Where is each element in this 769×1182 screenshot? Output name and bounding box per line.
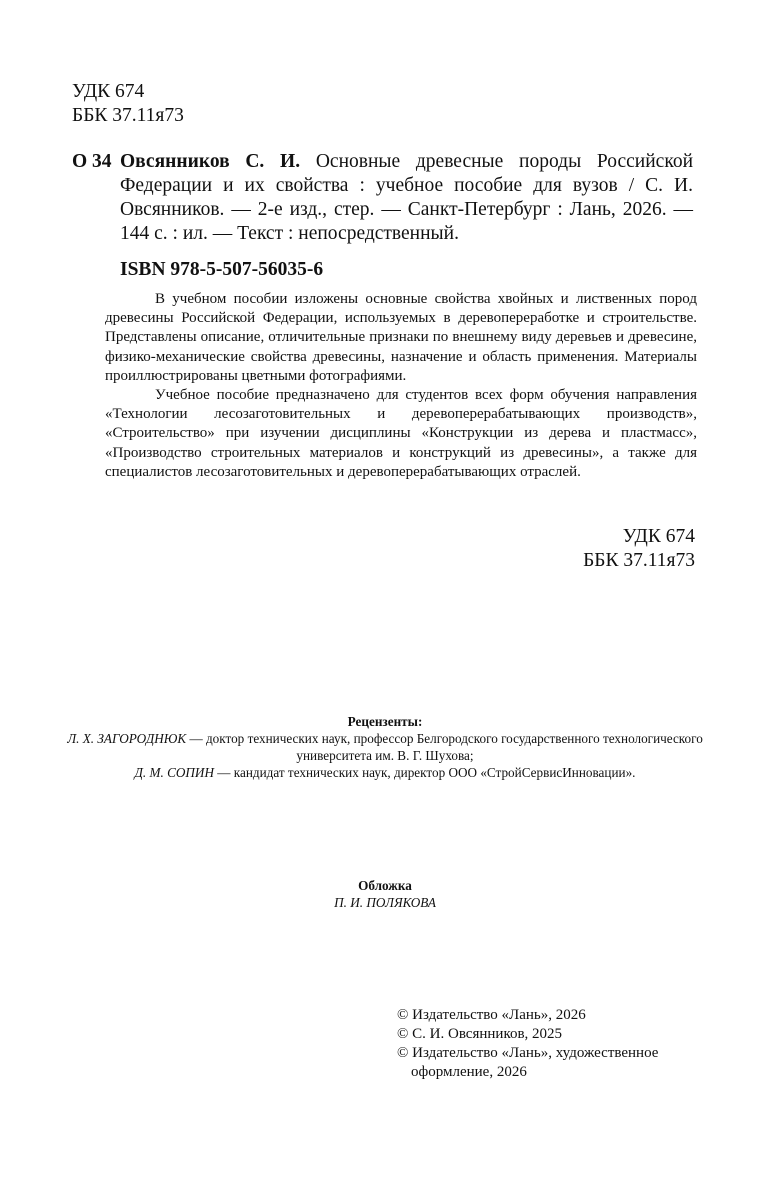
bibliographic-citation [120,150,693,246]
reviewer-credentials: — доктор технических наук, профессор Белгородского государственного технологического университета им. В. Г. Шухова; [186,731,703,763]
abstract-paragraph: В учебном пособии изложены основные свойства хвойных и лиственных пород древесины Российской Федерации, используемых в деревопереработке и строительстве. Представлены описание, отличительные признаки по внешнему виду деревьев и древесине, физико-механические свойства древесины, назначение и область применения. Материалы проиллюстрированы цветными фотографиями. [105,291,697,384]
reviewer-credentials: — кандидат технических наук, директор ООО «СтройСервисИнновации». [213,765,636,780]
reviewer-name: Д. М. СОПИН [134,765,214,780]
reviewers-title: Рецензенты: [347,714,423,729]
cover-designer-name: П. И. ПОЛЯКОВА [334,895,436,910]
classification-codes-top [72,80,184,128]
reviewers-section [40,713,730,781]
abstract [105,290,697,482]
copyright-line: © Издательство «Лань», 2026 [397,1007,586,1023]
copyright-notices [397,1006,727,1082]
udk-code: УДК 674 [622,526,695,547]
abstract-paragraph: Учебное пособие предназначено для студентов всех форм обучения направления «Технологии лесозаготовительных и деревоперерабатывающих производств», «Строительство» при изучении дисциплины «Конструкции из дерева и пластмасс», «Производство строительных материалов и конструкций из древесины», а также для специалистов лесозаготовительных и деревоперерабатывающих отраслей. [105,387,697,480]
reviewer-entry [40,730,730,764]
author-mark: О 34 [72,151,112,172]
classification-codes-bottom [380,525,695,573]
citation-author: Овсянников С. И. [120,151,301,172]
udk-code: УДК 674 [72,81,145,102]
citation-text: Основные древесные породы Российской Федерации и их свойства : учебное пособие для вузов / С. И. Овсянников. — 2-е изд., стер. — Санкт-Петербург : Лань, 2026. — 144 с. : ил. — Текст : непосредственный. [120,151,693,244]
bbk-code: ББК 37.11я73 [72,105,184,126]
cover-design-credit [40,877,730,911]
cover-title: Обложка [358,878,412,893]
copyright-line: © Издательство «Лань», художественное оформление, 2026 [397,1045,659,1080]
bbk-code: ББК 37.11я73 [583,550,695,571]
reviewer-name: Л. Х. ЗАГОРОДНЮК [67,731,187,746]
reviewer-entry [40,764,730,781]
copyright-line: © С. И. Овсянников, 2025 [397,1026,563,1042]
isbn: ISBN 978-5-507-56035-6 [120,259,324,280]
